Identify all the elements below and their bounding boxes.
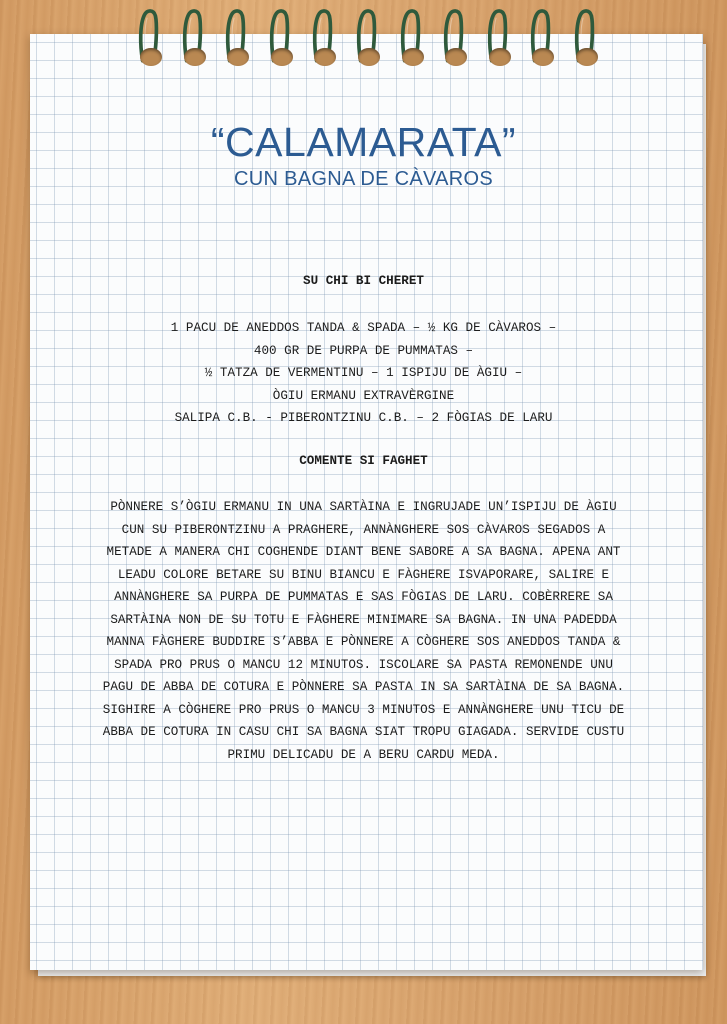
ingredients-line: ½ TATZA DE VERMENTINU – 1 ISPIJU DE ÀGIU – <box>204 366 523 380</box>
method-line: METADE A MANERA CHI COGHENDE DIANT BENE SABORE A SA BAGNA. APENA ANT <box>106 545 621 559</box>
ingredients-heading: SU CHI BI CHERET <box>303 274 424 288</box>
ingredients-line: 400 GR DE PURPA DE PUMMATAS – <box>253 343 474 358</box>
method-line: MANNA FÀGHERE BUDDIRE S’ABBA E PÒNNERE A CÒGHERE SOS ANEDDOS TANDA & <box>106 635 621 649</box>
method-line: SARTÀINA NON DE SU TOTU E FÀGHERE MINIMARE SA BAGNA. IN UNA PADEDDA <box>110 612 617 627</box>
ingredients-line: ÒGIU ERMANU EXTRAVÈRGINE <box>272 388 455 403</box>
method-line: ANNÀNGHERE SA PURPA DE PUMMATAS E SAS FÒGIAS DE LARU. COBÈRRERE SA <box>114 590 613 604</box>
binding-hole <box>402 48 424 66</box>
binding-hole <box>140 48 162 66</box>
binding-hole <box>184 48 206 66</box>
method-line: PRIMU DELICADU DE A BERU CARDU MEDA. <box>227 747 500 762</box>
binding-hole <box>271 48 293 66</box>
method-line: PÒNNERE S’ÒGIU ERMANU IN UNA SARTÀINA E INGRUJADE UN’ISPIJU DE ÀGIU <box>110 500 617 514</box>
method-text <box>0 496 727 766</box>
method-line: SPADA PRO PRUS O MANCU 12 MINUTOS. ISCOLARE SA PASTA REMONENDE UNU <box>114 657 613 672</box>
recipe-title: “CALAMARATA” <box>210 119 517 165</box>
method-heading: COMENTE SI FAGHET <box>299 454 428 468</box>
method-line: PAGU DE ABBA DE COTURA E PÒNNERE SA PASTA IN SA SARTÀINA DE SA BAGNA. <box>102 680 625 694</box>
method-line: ABBA DE COTURA IN CASU CHI SA BAGNA SIAT TROPU GIAGADA. SERVIDE CUSTU <box>102 725 625 739</box>
binding-hole <box>358 48 380 66</box>
method-line: SIGHIRE A CÒGHERE PRO PRUS O MANCU 3 MINUTOS E ANNÀNGHERE UNU TICU DE <box>102 702 625 717</box>
binding-hole <box>489 48 511 66</box>
ingredients-line: SALIPA C.B. - PIBERONTZINU C.B. – 2 FÒGIAS DE LARU <box>174 411 553 425</box>
recipe-subtitle: CUN BAGNA DE CÀVAROS <box>233 168 494 190</box>
method-line: CUN SU PIBERONTZINU A PRAGHERE, ANNÀNGHERE SOS CÀVAROS SEGADOS A <box>121 522 606 537</box>
ingredients-list <box>0 317 727 430</box>
binding-hole <box>576 48 598 66</box>
method-line: LEADU COLORE BETARE SU BINU BIANCU E FÀGHERE ISVAPORARE, SALIRE E <box>117 567 610 582</box>
ingredients-line: 1 PACU DE ANEDDOS TANDA & SPADA – ½ KG DE CÀVAROS – <box>170 321 557 335</box>
